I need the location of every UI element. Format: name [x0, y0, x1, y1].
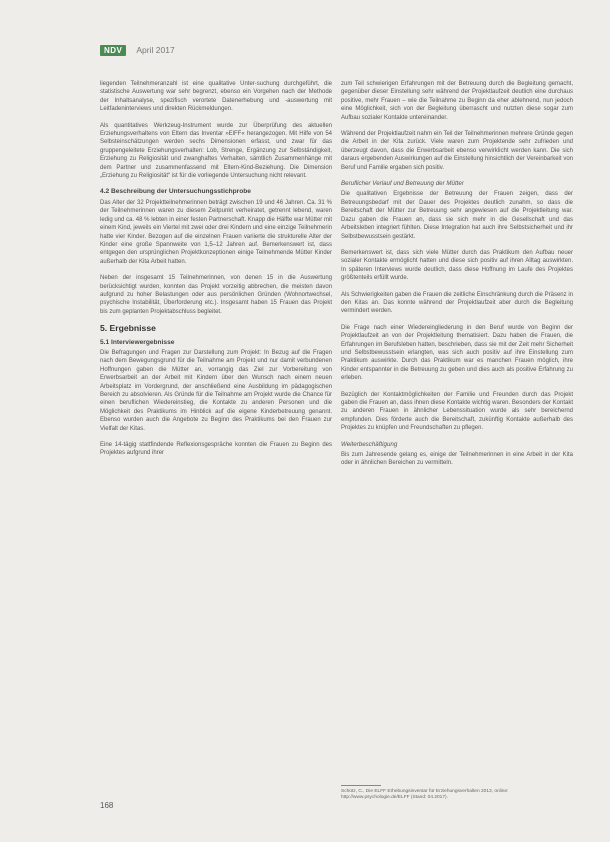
paragraph: Die Befragungen und Fragen zur Darstellung zum Projekt: In Bezug auf die Fragen nach dem Bewegungsgrund für die Teilnahme am Projekt und nur damit verbundenen Hoffnungen gaben die Mütter an, vorrangig das Ziel zur Vorbereitung von Erwerbsarbeit an der Arbeit mit Kindern über den Wunsch nach einem neuen Arbeitsplatz im Vordergrund, der anschließend eine Ausbildung im pädagogischen Bereich zu absolvieren. Als Gründe für die Teilnahme am Projekt wurde die Chance für einen beruflichen Wiedereinstieg, die Kontakte zu anderen Personen und die Möglichkeit des Praktikums im Hinblick auf die eigene Kinderbetreuung genannt. Ebenso wurden auch die Angebote zu Beginn des Praktikums bei den Frauen zur Vielfalt der Kitas. — [100, 349, 332, 432]
paragraph: zum Teil schwierigen Erfahrungen mit der Betreuung durch die Begleitung gemacht, gegenüber dieser Einstellung sehr während der Projektlaufzeit deutlich eine durchaus positive, mehr Frauen – wie die Teilnahme zu Beginn da eher ablehnend, nun jedoch eine Möglichkeit, sich von der Begleitung überrascht und nutzten diese sogar zum Aufbau sozialer Kontakte untereinander. — [341, 81, 573, 121]
subheading: Beruflicher Verlauf und Betreuung der Mütter — [341, 180, 464, 188]
paragraph: Die Frage nach einer Wiedereingliederung in den Beruf wurde von Beginn der Projektlaufzeit an von der Projektleitung thematisiert. Dazu haben die Frauen, die Erfahrungen im Berufsleben hatten, beschrieben, dass sie mit der Zeit mehr Sicherheit und Selbstbewusstsein erlangten, was sich auch positiv auf ihre Einstellung zum Praktikum auswirkte. Durch das Praktikum war es manchen Frauen möglich, ihre Kinder entspannter in die Betreuung zu geben und dies auch als positive Erfahrung zu erleben. — [341, 324, 573, 382]
page-number: 168 — [100, 801, 114, 810]
paragraph: Bezüglich der Kontaktmöglichkeiten der Familie und Freunden durch das Projekt gaben die Frauen an, dass ihnen diese Kontakte wichtig waren. Besonders der Kontakt zu anderen Frauen in ähnlicher Lebenssituation wurde als sehr bereichernd empfunden. Dies förderte auch die Bereitschaft, zukünftig Kontakte außerhalb des Projektes zu knüpfen und Freundschaften zu pflegen. — [341, 391, 573, 432]
footnote: Schütz, C., Die ELFF Erhebungsinventar für Erziehungsverhalten 2013, online: http://www.psychologie.de/ELFF (Stand: 04.2017). — [341, 789, 509, 800]
chapter-heading: 5. Ergebnisse — [100, 323, 156, 334]
paragraph: Die qualitativen Ergebnisse der Betreuung der Frauen zeigen, dass der Betreuungsbedarf mit der Dauer des Projektes deutlich zunahm, so dass die Bereitschaft der Mütter zur Betreuung sehr angewiesen auf die Projektleitung war. Dazu gaben die Frauen an, dass sie sich mehr in die Gesellschaft und das Arbeitsleben integriert fühlten. Diese Integration hat auch ihre Selbstsicherheit und ihr Selbstbewusstsein gestärkt. — [341, 191, 573, 240]
right-column — [341, 80, 573, 476]
paragraph: Bis zum Jahresende gelang es, einige der Teilnehmerinnen in eine Arbeit in der Kita oder in ähnlichen Bereichen zu vermitteln. — [341, 452, 573, 467]
left-column — [100, 80, 332, 466]
journal-badge: NDV — [100, 45, 126, 56]
issue-date: April 2017 — [136, 45, 175, 55]
paragraph: Während der Projektlaufzeit nahm ein Teil der Teilnehmerinnen mehrere Gründe gegen die Arbeit in der Kita zurück. Viele waren zum Projektende sehr zufrieden und überzeugt davon, dass die Erwerbsarbeit ebenso verwirklicht werden kann. Die sich daraus ergebenden Auswirkungen auf die Einstellung hinsichtlich der Vereinbarkeit von Beruf und Familie ergaben sich positiv. — [341, 131, 573, 171]
paragraph: Neben der insgesamt 15 Teilnehmerinnen, von denen 15 in die Auswertung berücksichtigt wurden, konnten das Projekt vorzeitig abbrechen, die meisten davon aufgrund zu hoher Belastungen oder aus persönlichen Gründen (Wohnortwechsel, psychische Instabilität, Überforderung etc.). Insgesamt haben 15 Frauen das Projekt bis zum geplanten Projektabschluss begleitet. — [100, 275, 332, 315]
page-header — [100, 44, 175, 56]
paragraph: Als quantitatives Werkzeug-Instrument wurde zur Überprüfung des aktuellen Erziehungsverhaltens von Eltern das Inventar »ElFF« herangezogen. Mit Hilfe von 54 Selbsteinschätzungen werden sechs Dimensionen erfasst, und zwar für das gruppengeleitete Erziehungsverhalten: Lob, Strenge, Ergänzung zur Selbständigkeit, Erziehung zu Religiosität und zwanghaftes Verhalten, sämtlich Zusammenhänge mit dem Partner und zusammenfassend mit Eltern-Kind-Beziehung. Die Dimension „Erziehung zu Religiosität“ ist für die vorliegende Untersuchung nicht relevant. — [100, 122, 332, 180]
paragraph: Das Alter der 32 Projektteilnehmerinnen beträgt zwischen 19 und 46 Jahren. Ca. 31 % der Teilnehmerinnen waren zu diesem Zeitpunkt verheiratet, getrennt lebend, waren ledig und ca. 48 % lebten in einer festen Partnerschaft. Knapp die Hälfte war Mütter mit einem Kind, jeweils ein Viertel mit zwei oder drei Kindern und eine einzige Teilnehmerin hatte vier Kinder. Bezogen auf die einzelnen Frauen variierte die strukturelle Alter der Kinder eine große Spannweite von 1,5–12 Jahren auf. Bemerkenswert ist, dass entgegen den ursprünglichen Projektkonzeptionen einige Teilnehmende Mütter Kinder außerhalb der Kita Arbeit hatten. — [100, 199, 332, 265]
paragraph: Eine 14-tägig stattfindende Reflexionsgespräche konnten die Frauen zu Beginn des Projektes aufgrund ihrer — [100, 442, 332, 457]
paragraph: liegenden Teilnehmeranzahl ist eine qualitative Unter-suchung durchgeführt, die statistische Auswertung war sehr begrenzt, ebenso ein Vorgehen nach der Methode der Inhaltsanalyse, spezifisch verortete Datenerhebung und -auswertung mit Leitfadeninterviews und direkten Rückmeldungen. — [100, 81, 332, 113]
section-heading: 4.2 Beschreibung der Untersuchungsstichprobe — [100, 188, 251, 196]
paragraph: Bemerkenswert ist, dass sich viele Mütter durch das Praktikum den Aufbau neuer sozialer Kontakte ermöglicht hatten und diese sich positiv auf ihren Alltag auswirkten. In späteren Interviews wurde deutlich, dass diese Hoffnung im Laufe des Projektes größtenteils erfüllt wurde. — [341, 249, 573, 282]
subheading: Weiterbeschäftigung — [341, 440, 398, 448]
section-heading: 5.1 Interviewergebnisse — [100, 338, 175, 346]
footnote-divider — [341, 785, 381, 786]
paragraph: Als Schwierigkeiten gaben die Frauen die zeitliche Einschränkung durch die Präsenz in den Kitas an. Das konnte während der Projektlaufzeit aber durch die Begleitung vermindert werden. — [341, 291, 573, 315]
